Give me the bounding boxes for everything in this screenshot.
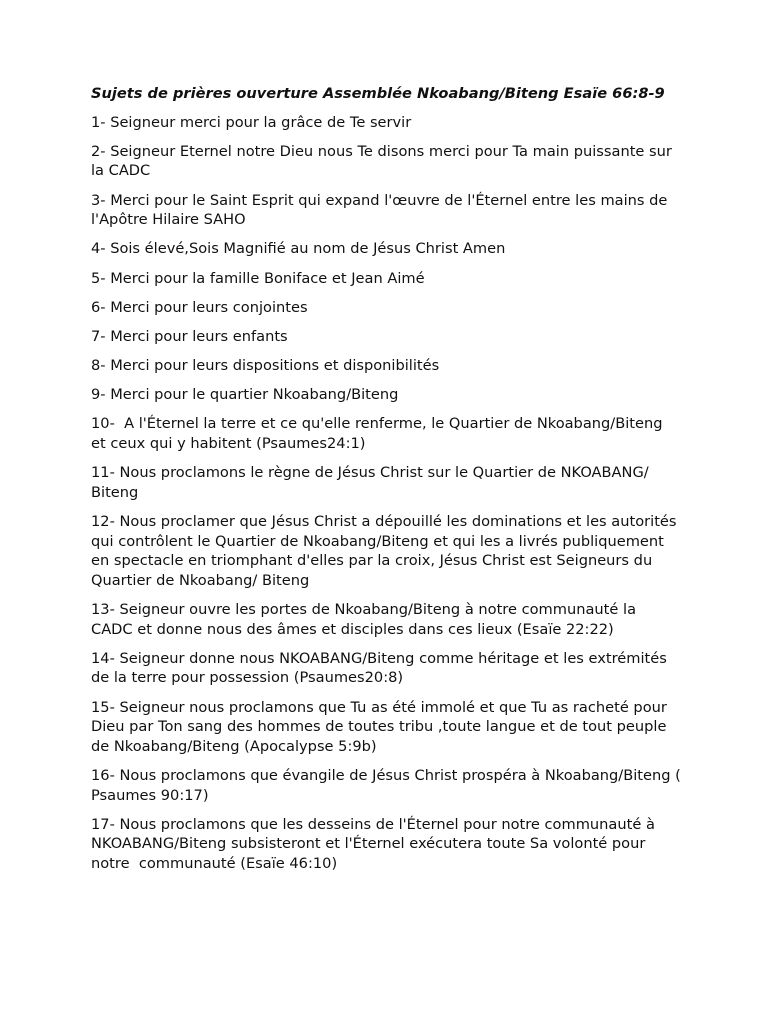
prayer-item-7: 7- Merci pour leurs enfants	[91, 327, 288, 345]
prayer-item-10: 10- A l'Éternel la terre et ce qu'elle renferme, le Quartier de Nkoabang/Biteng et ceux qui y habitent (Psaumes24:1)	[91, 415, 668, 453]
prayer-item-15: 15- Seigneur nous proclamons que Tu as été immolé et que Tu as racheté pour Dieu par Ton sang des hommes de toutes tribu ,toute langue et de tout peuple de Nkoabang/Biteng (Apocalypse 5:9b)	[91, 698, 672, 755]
prayer-item-5: 5- Merci pour la famille Boniface et Jean Aimé	[91, 269, 425, 287]
prayer-list	[91, 113, 686, 874]
prayer-item-11: 11- Nous proclamons le règne de Jésus Christ sur le Quartier de NKOABANG/ Biteng	[91, 464, 654, 501]
prayer-item-2: 2- Seigneur Eternel notre Dieu nous Te disons merci pour Ta main puissante sur la CADC	[91, 142, 677, 180]
prayer-item-3: 3- Merci pour le Saint Esprit qui expand l'œuvre de l'Éternel entre les mains de l'Apôtre Hilaire SAHO	[91, 191, 673, 229]
prayer-item-16: 16- Nous proclamons que évangile de Jésus Christ prospéra à Nkoabang/Biteng ( Psaumes 90:17)	[91, 766, 686, 804]
prayer-item-12: 12- Nous proclamer que Jésus Christ a dépouillé les dominations et les autorités qui contrôlent le Quartier de Nkoabang/Biteng et qui les a livrés publiquement en spectacle en triomphant d'elles par la croix, Jésus Christ est Seigneurs du Quartier de Nkoabang/ Biteng	[91, 513, 682, 589]
document-page	[91, 84, 686, 883]
prayer-item-17: 17- Nous proclamons que les desseins de l'Éternel pour notre communauté à NKOABANG/Biteng subsisteront et l'Éternel exécutera toute Sa volonté pour notre communauté (Esaïe 46:10)	[91, 815, 660, 872]
prayer-item-1: 1- Seigneur merci pour la grâce de Te servir	[91, 113, 412, 131]
prayer-item-8: 8- Merci pour leurs dispositions et disponibilités	[91, 357, 440, 375]
prayer-item-9: 9- Merci pour le quartier Nkoabang/Biteng	[91, 386, 399, 404]
prayer-item-4: 4- Sois élevé,Sois Magnifié au nom de Jésus Christ Amen	[91, 240, 506, 258]
prayer-item-14: 14- Seigneur donne nous NKOABANG/Biteng comme héritage et les extrémités de la terre pour possession (Psaumes20:8)	[91, 649, 672, 687]
document-title: Sujets de prières ouverture Assemblée Nkoabang/Biteng Esaïe 66:8-9	[91, 85, 665, 102]
prayer-item-6: 6- Merci pour leurs conjointes	[91, 298, 308, 316]
prayer-item-13: 13- Seigneur ouvre les portes de Nkoabang/Biteng à notre communauté la CADC et donne nous des âmes et disciples dans ces lieux (Esaïe 22:22)	[91, 601, 641, 638]
